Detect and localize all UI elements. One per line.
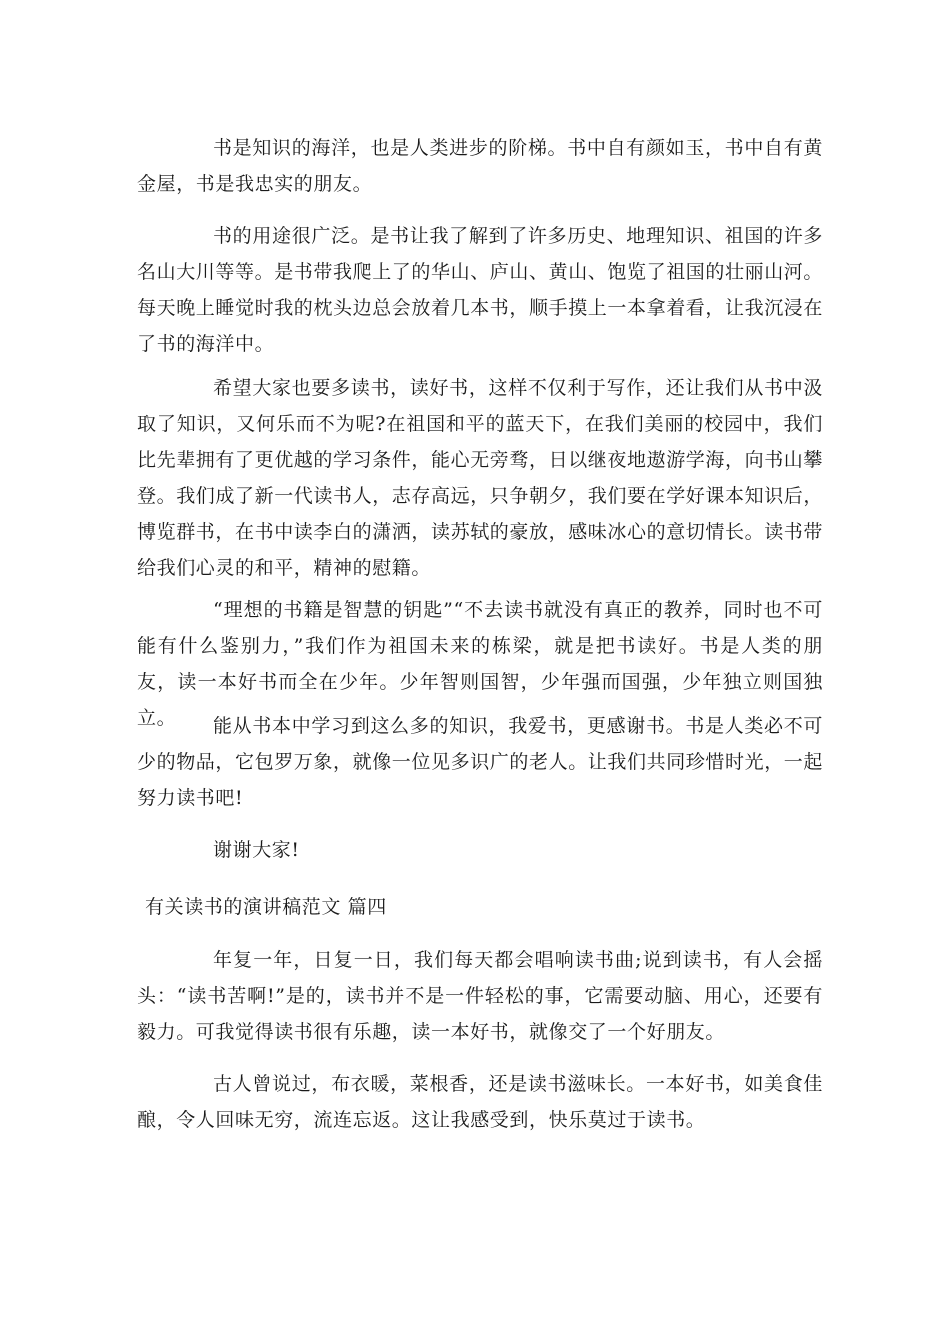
paragraph: 年复一年，日复一日，我们每天都会唱响读书曲;说到读书，有人会摇头：“读书苦啊!”是的，读书并不是一件轻松的事，它需要动脑、用心，还要有毅力。可我觉得读书很有乐趣，读一本好书，就像交了一个好朋友。: [137, 949, 823, 1043]
paragraph: 能从书本中学习到这么多的知识，我爱书，更感谢书。书是人类必不可少的物品，它包罗万象，就像一位见多识广的老人。让我们共同珍惜时光，一起努力读书吧!: [137, 715, 824, 809]
paragraph: 古人曾说过，布衣暖，菜根香，还是读书滋味长。一本好书，如美食佳酿，令人回味无穷，流连忘返。这让我感受到，快乐莫过于读书。: [137, 1073, 823, 1131]
paragraph: 希望大家也要多读书，读好书，这样不仅利于写作，还让我们从书中汲取了知识，又何乐而不为呢?在祖国和平的蓝天下，在我们美丽的校园中，我们比先辈拥有了更优越的学习条件，能心无旁骛，日以继夜地遨游学海，向书山攀登。我们成了新一代读书人，志存高远，只争朝夕，我们要在学好课本知识后，博览群书，在书中读李白的潇洒，读苏轼的豪放，感味冰心的意切情长。读书带给我们心灵的和平，精神的慰籍。: [137, 377, 824, 579]
paragraph: 书是知识的海洋，也是人类进步的阶梯。书中自有颜如玉，书中自有黄金屋，书是我忠实的朋友。: [137, 137, 823, 195]
paragraph: 书的用途很广泛。是书让我了解到了许多历史、地理知识、祖国的许多名山大川等等。是书带我爬上了的华山、庐山、黄山、饱览了祖国的壮丽山河。每天晚上睡觉时我的枕头边总会放着几本书，顺手摸上一本拿着看，让我沉浸在了书的海洋中。: [137, 225, 824, 355]
section-heading: 有关读书的演讲稿范文 篇四: [145, 896, 387, 918]
closing-line: 谢谢大家!: [213, 839, 300, 861]
paragraph: “理想的书籍是智慧的钥匙”“不去读书就没有真正的教养，同时也不可能有什么鉴别力，”我们作为祖国未来的栋梁，就是把书读好。书是人类的朋友，读一本好书而全在少年。少年智则国智，少年强而国强，少年独立则国独立。: [137, 599, 823, 729]
